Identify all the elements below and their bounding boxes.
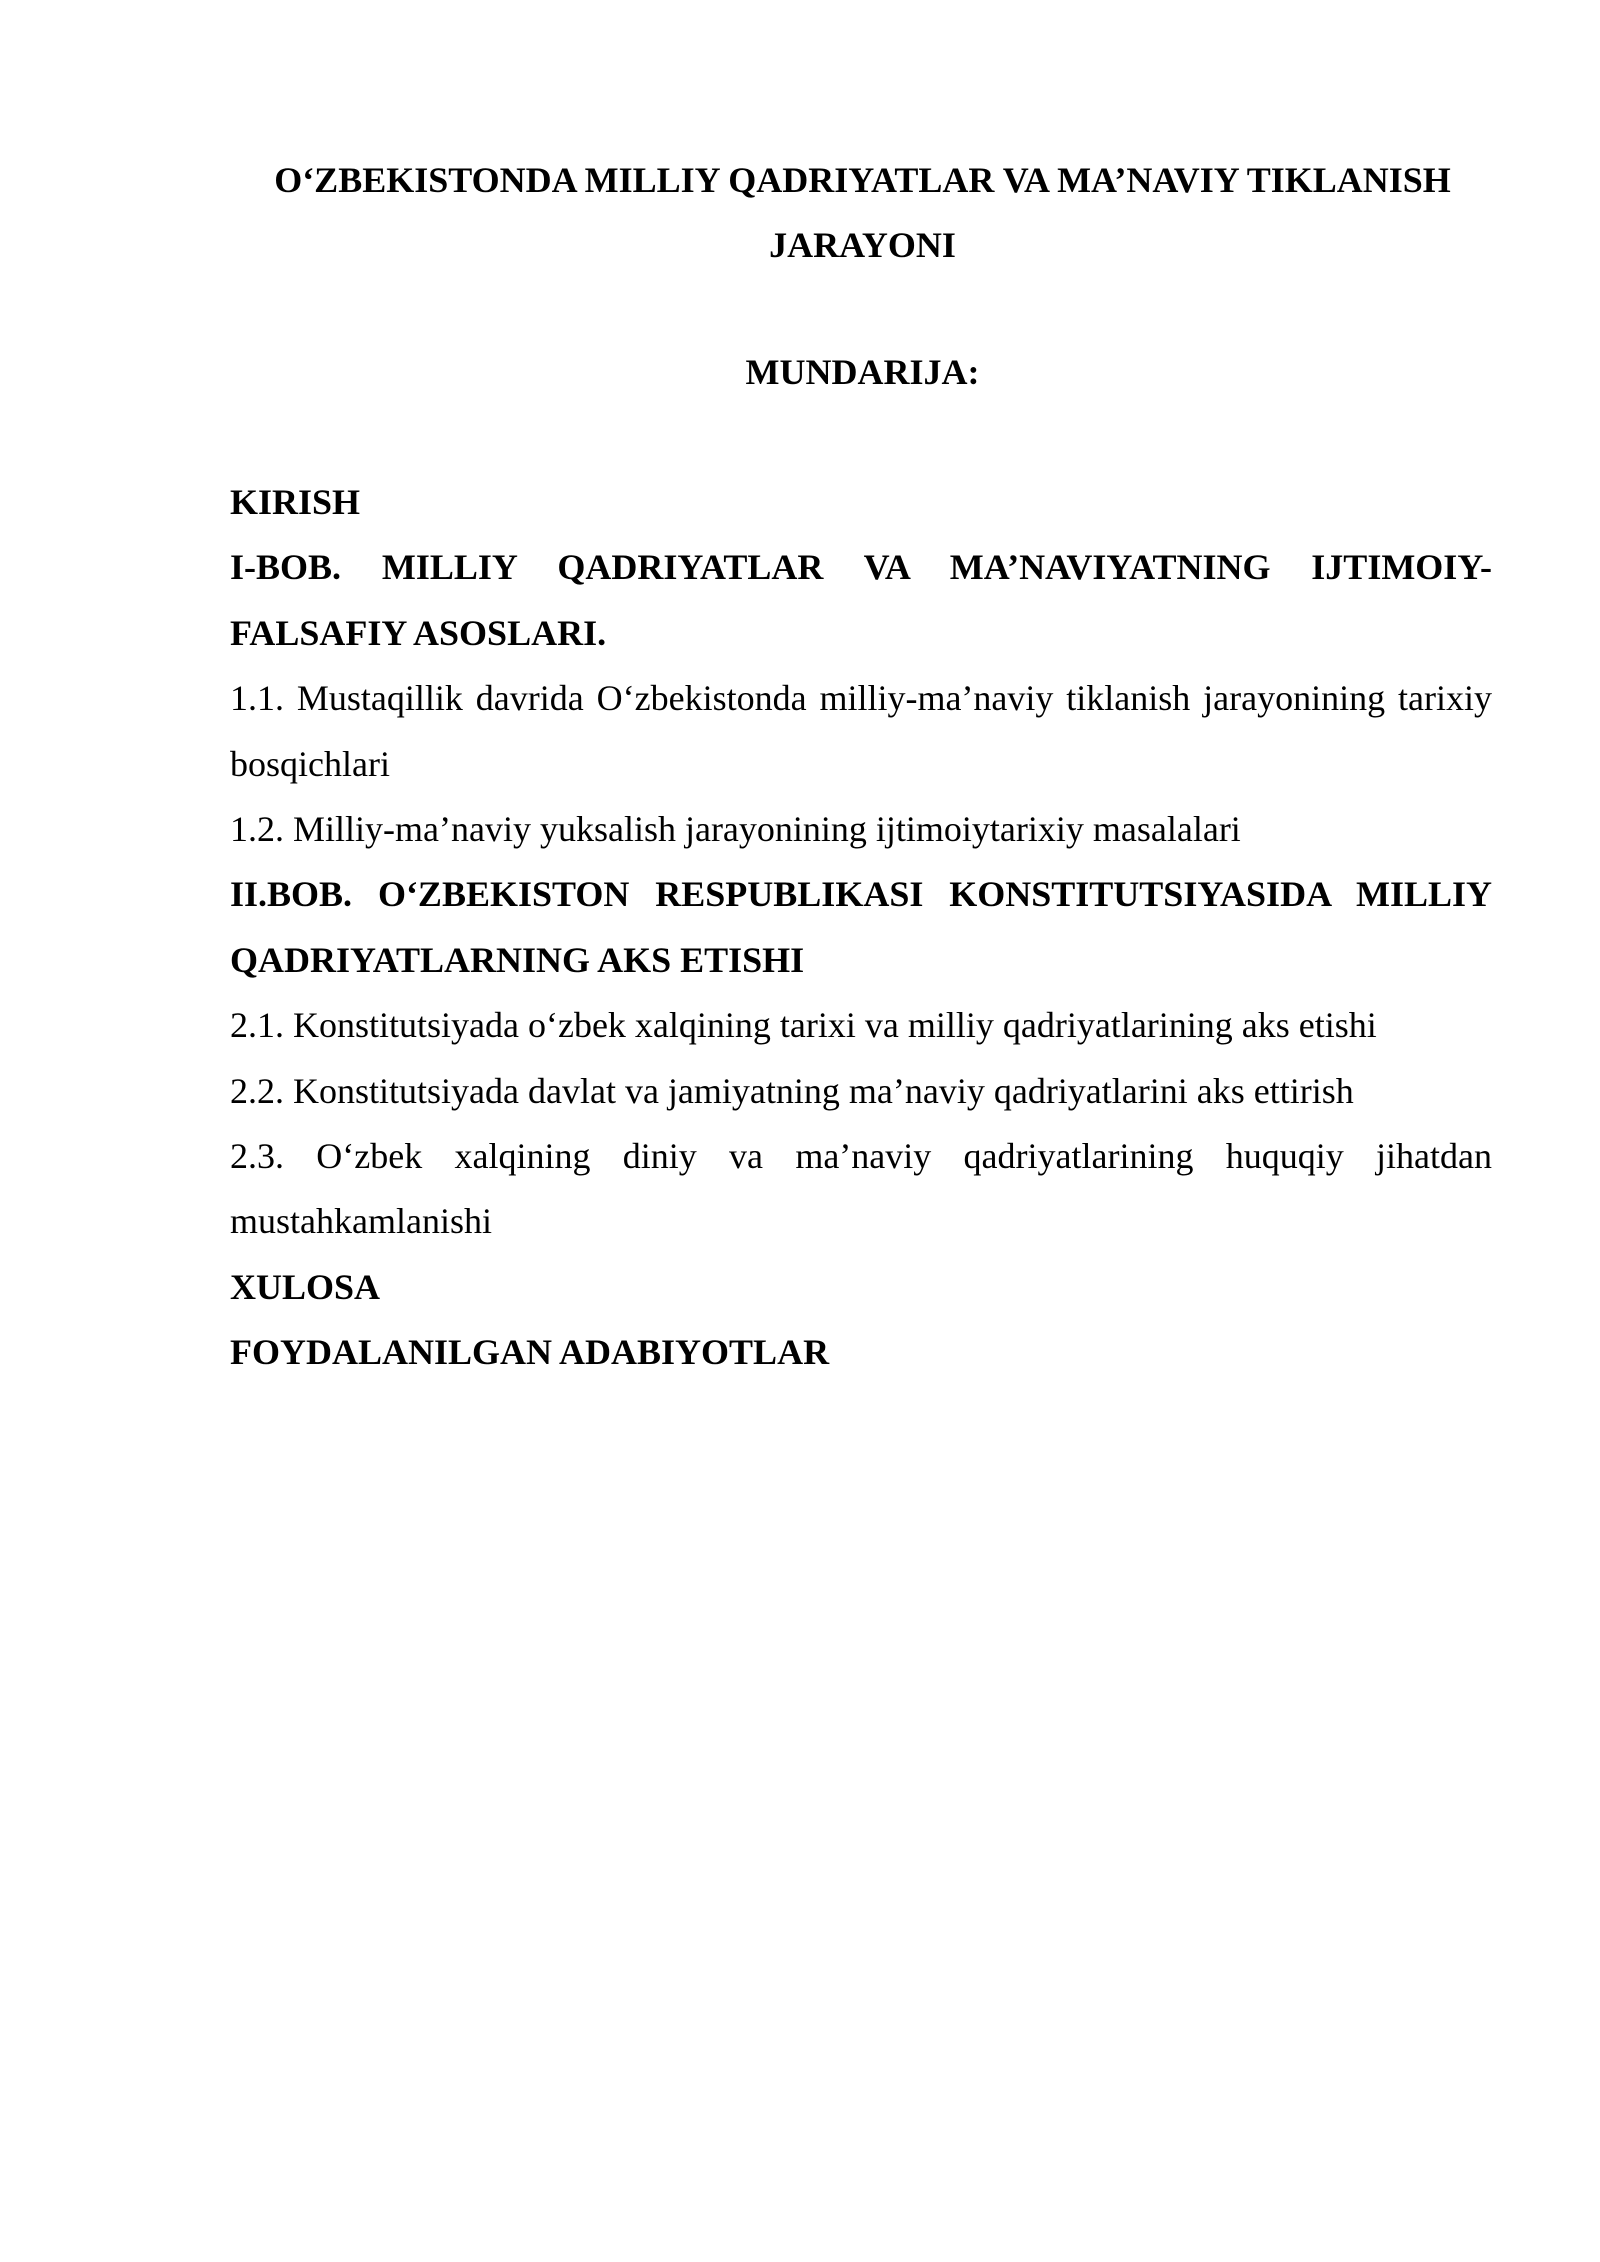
toc-entry-section-1-2: 1.2. Milliy-ma’naviy yuksalish jarayonining ijtimoiytarixiy masalalari — [230, 809, 1241, 850]
document-title: O‘ZBEKISTONDA MILLIY QADRIYATLAR VA MA’NAVIY TIKLANISH JARAYONI — [274, 160, 1451, 265]
toc-entry-chapter-2: II.BOB. O‘ZBEKISTON RESPUBLIKASI KONSTITUTSIYASIDA MILLIY QADRIYATLARNING AKS ETISHI — [230, 874, 1492, 980]
toc-entry-introduction: KIRISH — [230, 482, 361, 522]
toc-entry-chapter-1: I-BOB. MILLIY QADRIYATLAR VA MA’NAVIYATNING IJTIMOIY-FALSAFIY ASOSLARI. — [230, 547, 1492, 653]
table-of-contents — [230, 470, 1492, 1386]
toc-entry-section-2-2: 2.2. Konstitutsiyada davlat va jamiyatning ma’naviy qadriyatlarini aks ettirish — [230, 1070, 1354, 1111]
contents-heading: MUNDARIJA: — [745, 352, 980, 392]
toc-entry-conclusion: XULOSA — [230, 1266, 381, 1307]
toc-entry-section-2-3: 2.3. O‘zbek xalqining diniy va ma’naviy qadriyatlarining huquqiy jihatdan mustahkamlanishi — [230, 1136, 1492, 1242]
toc-entry-section-1-1: 1.1. Mustaqillik davrida O‘zbekistonda milliy-ma’naviy tiklanish jarayonining tarixiy bosqichlari — [230, 678, 1492, 784]
toc-entry-section-2-1: 2.1. Konstitutsiyada o‘zbek xalqining tarixi va milliy qadriyatlarining aks etishi — [230, 1005, 1377, 1046]
toc-entry-references: FOYDALANILGAN ADABIYOTLAR — [230, 1332, 830, 1373]
